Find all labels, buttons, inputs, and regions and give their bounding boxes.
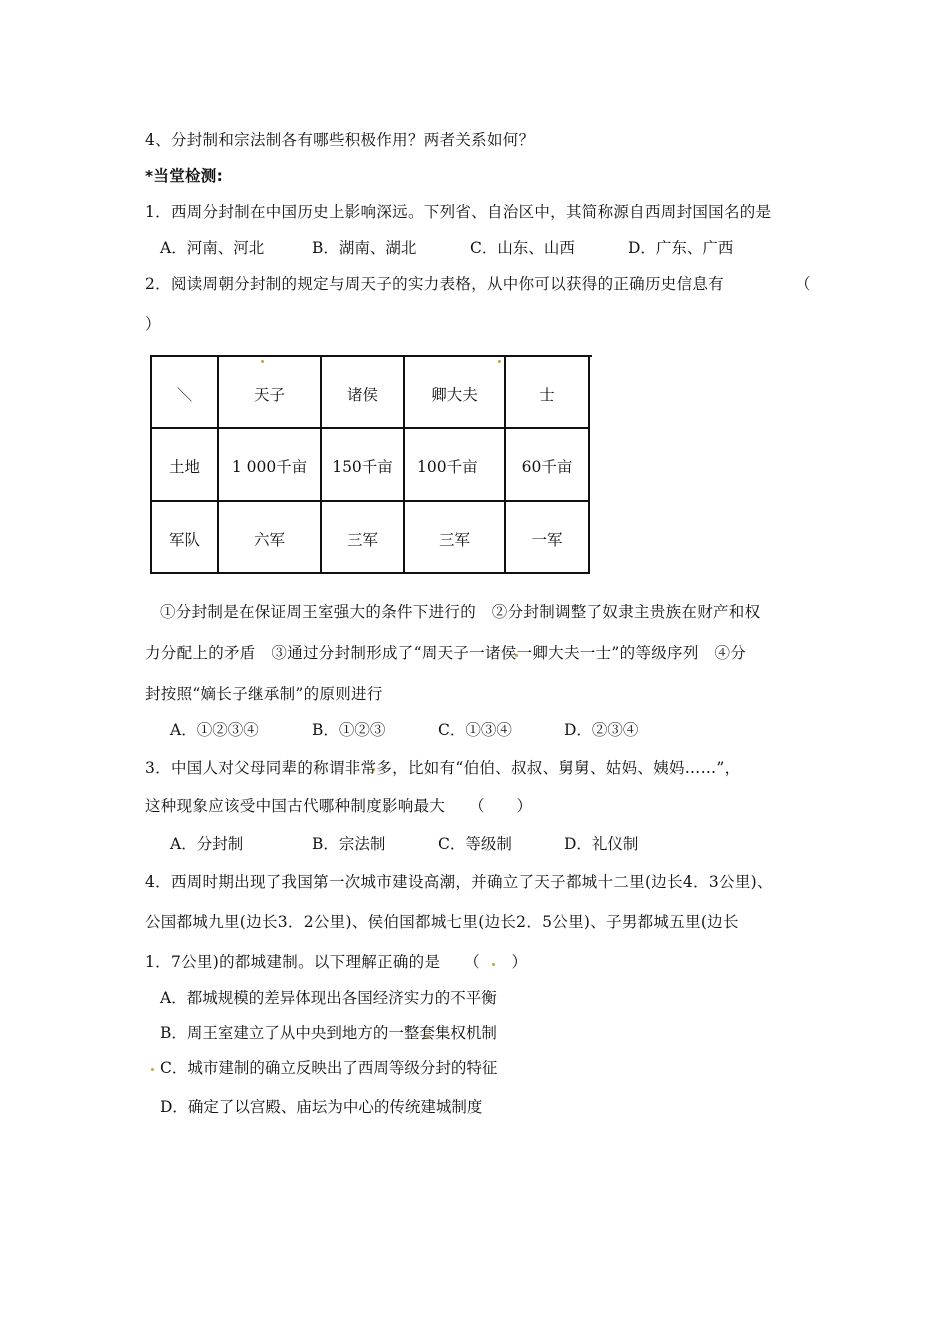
q4-option-d[interactable]: D．确定了以宫殿、庙坛为中心的传统建城制度 xyxy=(160,1098,483,1116)
table-cell-army-qingdafu: 三军 xyxy=(438,531,470,549)
table-rule-2 xyxy=(150,500,588,502)
q2-option-b[interactable]: B．①②③ xyxy=(312,721,386,739)
q1-option-c[interactable]: C．山东、山西 xyxy=(470,239,575,257)
q3-option-c[interactable]: C．等级制 xyxy=(438,835,512,853)
q2-option-a[interactable]: A．①②③④ xyxy=(170,721,259,739)
q2-statement-line-2: 力分配上的矛盾 ③通过分封制形成了“周天子一诸侯一卿大夫一士”的等级序列 ④分 xyxy=(145,644,747,662)
q4-option-b[interactable]: B．周王室建立了从中央到地方的一整套集权机制 xyxy=(160,1024,497,1042)
q1-option-b[interactable]: B．湖南、湖北 xyxy=(312,239,417,257)
q3-option-d[interactable]: D．礼仪制 xyxy=(564,835,639,853)
section-title: *当堂检测: xyxy=(145,167,224,185)
table-cell-land-qingdafu: 100千亩 xyxy=(417,458,478,476)
q2-table xyxy=(150,355,592,575)
q4-stem-line-3: 1．7公里)的都城建制。以下理解正确的是 （ ） xyxy=(145,953,528,971)
table-cell-land-label: 土地 xyxy=(168,458,200,476)
q1-option-a[interactable]: A．河南、河北 xyxy=(160,239,265,257)
table-cell-land-tianzi: 1 000千亩 xyxy=(231,458,308,476)
table-header-tianzi: 天子 xyxy=(253,386,285,404)
table-header-qingdafu: 卿大夫 xyxy=(431,386,478,404)
table-header-corner: ＼ xyxy=(176,386,193,404)
speck xyxy=(151,1068,154,1071)
table-header-zhuhou: 诸侯 xyxy=(346,386,378,404)
q3-stem-line-2: 这种现象应该受中国古代哪种制度影响最大 （ ） xyxy=(145,797,533,815)
q2-stem: 2．阅读周朝分封制的规定与周天子的实力表格，从中你可以获得的正确历史信息有 xyxy=(145,275,724,293)
table-cell-army-zhuhou: 三军 xyxy=(346,531,378,549)
table-vrule-5 xyxy=(588,355,590,574)
q4-stem-line-2: 公国都城九里(边长3．2公里)、侯伯国都城七里(边长2．5公里)、子男都城五里(边长 xyxy=(145,913,739,931)
table-cell-land-zhuhou: 150千亩 xyxy=(332,458,393,476)
q3-stem-line-1: 3．中国人对父母同辈的称谓非常多，比如有“伯伯、叔叔、舅舅、姑妈、姨妈……”， xyxy=(145,759,741,777)
q4-option-a[interactable]: A．都城规模的差异体现出各国经济实力的不平衡 xyxy=(160,989,497,1007)
table-rule-1 xyxy=(150,427,588,429)
q2-option-c[interactable]: C．①③④ xyxy=(438,721,512,739)
q2-statement-line-3: 封按照“嫡长子继承制”的原则进行 xyxy=(145,685,383,703)
table-cell-land-shi: 60千亩 xyxy=(521,458,573,476)
speck xyxy=(261,360,264,363)
q3-option-a[interactable]: A．分封制 xyxy=(170,835,244,853)
q4-stem-line-1: 4．西周时期出现了我国第一次城市建设高潮，并确立了天子都城十二里(边长4．3公里)、 xyxy=(145,873,773,891)
q2-statement-line-1: ①分封制是在保证周王室强大的条件下进行的 ②分封制调整了奴隶主贵族在财产和权 xyxy=(160,603,761,621)
table-header-shi: 士 xyxy=(539,386,555,404)
table-cell-army-shi: 一军 xyxy=(531,531,563,549)
q2-paren-open: （ xyxy=(795,275,811,293)
q3-option-b[interactable]: B．宗法制 xyxy=(312,835,386,853)
q4-option-c[interactable]: C．城市建制的确立反映出了西周等级分封的特征 xyxy=(160,1059,498,1077)
table-rule-bottom xyxy=(150,572,588,574)
question-4-intro: 4、分封制和宗法制各有哪些积极作用？两者关系如何？ xyxy=(145,131,535,149)
q2-paren-close: ） xyxy=(145,315,161,333)
q2-option-d[interactable]: D．②③④ xyxy=(564,721,639,739)
speck xyxy=(498,360,501,363)
table-cell-army-label: 军队 xyxy=(168,531,200,549)
table-cell-army-tianzi: 六军 xyxy=(253,531,285,549)
q1-stem: 1．西周分封制在中国历史上影响深远。下列省、自治区中，其简称源自西周封国国名的是 xyxy=(145,203,772,221)
q1-option-d[interactable]: D．广东、广西 xyxy=(628,239,734,257)
